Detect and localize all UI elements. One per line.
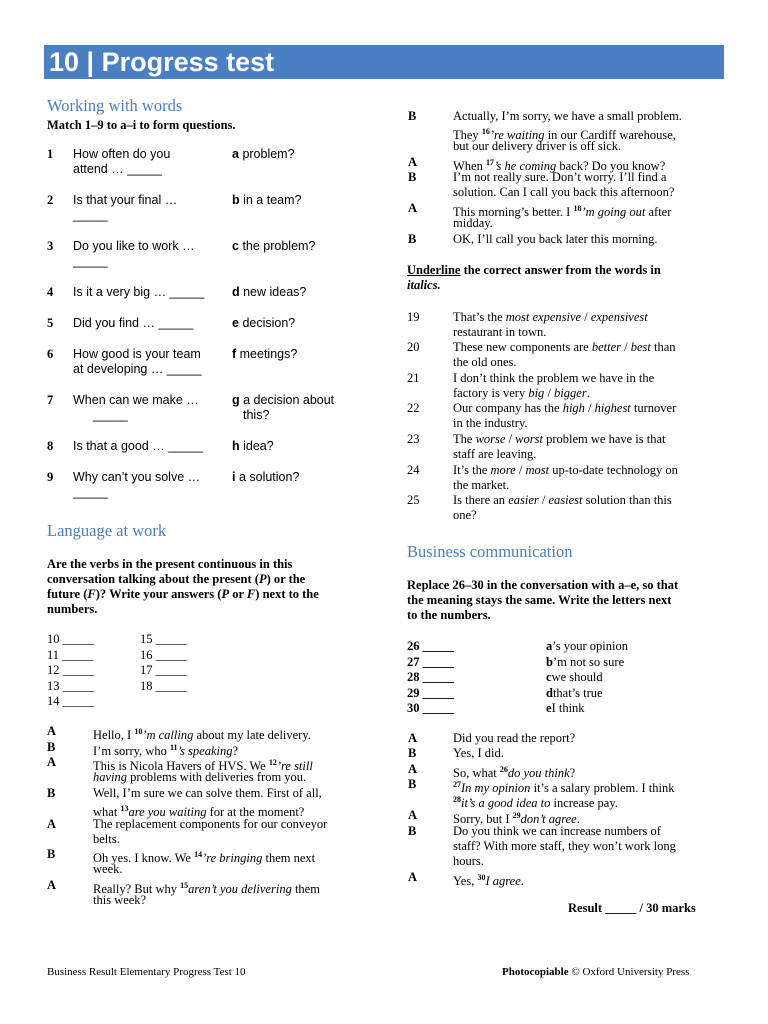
question-start: Is that your final … [73, 193, 178, 207]
option-text: decision? [242, 316, 296, 330]
question-start: How good is your team [73, 347, 201, 361]
text-run: Are the verbs in the present continuous in this [47, 557, 293, 571]
text-run: / [505, 432, 516, 446]
instruction [47, 557, 367, 617]
option-letter: d [546, 685, 553, 700]
gap-number: 30 [477, 873, 486, 882]
text-run: I don’t think the problem we have in the [453, 371, 655, 385]
answer-option [232, 470, 299, 485]
text-run: Is there an [453, 493, 509, 507]
option-letter: h [232, 439, 244, 453]
option-text: we should [551, 670, 603, 684]
option-letter: a [232, 147, 243, 161]
dialogue-line [453, 824, 661, 839]
question-start: Is that a good … _____ [73, 439, 203, 453]
gap-phrase: I agree [485, 874, 521, 889]
text-run: Our company has the [453, 401, 563, 415]
item-number: 3 [47, 239, 54, 253]
sentence [453, 401, 676, 416]
question-start: Why can’t you solve … [73, 470, 201, 484]
option-letter: f [232, 347, 240, 361]
item-number: 4 [47, 285, 54, 299]
dialogue-line [453, 109, 682, 124]
text-run: Sorry, but I [453, 812, 513, 827]
text-run: ( [254, 572, 259, 586]
option-text: ’m not so sure [552, 654, 625, 669]
answer-blank: 17 _____ [140, 663, 187, 677]
text-run: Hello, I [93, 728, 135, 743]
option-text: that’s true [552, 685, 603, 700]
choice: better [591, 340, 622, 354]
sentence [453, 432, 666, 447]
choice: worst [515, 432, 543, 446]
option-text: I think [551, 701, 585, 715]
text-run: conversation talking about the present [47, 572, 255, 586]
gap-number: 18 [573, 204, 582, 213]
speaker: A [408, 870, 418, 884]
text-run: increase pay. [550, 796, 618, 811]
sentence [453, 463, 678, 478]
speaker: A [408, 201, 418, 215]
option-letter: c [232, 239, 243, 253]
gap-number: 16 [481, 127, 490, 136]
speaker: B [408, 232, 417, 246]
gap-number: 14 [194, 850, 203, 859]
option-text: problem? [242, 147, 295, 161]
instruction-line [47, 587, 367, 602]
speaker: B [408, 746, 417, 760]
gap-phrase: ’s speaking [177, 744, 233, 759]
instruction [407, 578, 678, 623]
speaker: A [408, 808, 418, 822]
question-end: attend … _____ [73, 162, 162, 176]
text-run: ) [95, 587, 100, 601]
option-letter: e [232, 316, 243, 330]
section-heading-working-with-words: Working with words [47, 96, 183, 115]
instruction-line: Replace 26–30 in the conversation with a–e, so that [407, 578, 679, 592]
choice: high [562, 401, 585, 415]
answer-blank: 30 _____ [407, 701, 454, 715]
option [546, 686, 603, 701]
text-run: one? [453, 508, 477, 522]
gap-number: 12 [268, 758, 277, 767]
question-start: Do you like to work … [73, 239, 195, 253]
text-run: after [645, 205, 672, 220]
text-run: belts. [93, 832, 120, 846]
gap-phrase: aren’t you delivering [188, 882, 292, 897]
gap-number: 10 [134, 727, 143, 736]
item-number: 6 [47, 347, 54, 361]
section-heading-language-at-work: Language at work [47, 521, 167, 540]
question-end: at developing … _____ [73, 362, 202, 376]
text-run: the market. [453, 478, 510, 492]
result-line: Result _____ / 30 marks [568, 901, 696, 915]
gap-phrase: ’s he coming [493, 159, 557, 174]
dialogue-line [93, 817, 327, 832]
item-number: 2 [47, 193, 54, 207]
text-run: in the industry. [453, 416, 528, 430]
text-run: for at the moment? [206, 805, 305, 820]
answer-option [232, 147, 295, 162]
item-number: 20 [407, 340, 420, 354]
text-run: in our Cardiff warehouse, [544, 128, 676, 143]
answer-option [232, 393, 334, 408]
gap-phrase: ’re waiting [489, 128, 545, 143]
answer-blank: 15 _____ [140, 632, 187, 646]
dialogue-line [93, 832, 120, 847]
text-run: ( [83, 587, 88, 601]
gap-phrase: ’re bringing [202, 851, 263, 866]
speaker: B [47, 786, 56, 800]
option-text: a decision about [243, 393, 335, 407]
option-text: a solution? [238, 470, 300, 484]
answer-blank: 16 _____ [140, 647, 187, 662]
text-run: ( [217, 587, 222, 601]
text-run: about my late delivery. [193, 728, 311, 743]
text-run: staff are leaving. [453, 447, 537, 461]
choice: most expensive [505, 310, 582, 324]
gap-number: 13 [120, 804, 129, 813]
instruction: Match 1–9 to a–i to form questions. [47, 118, 236, 132]
item-number: 21 [407, 371, 420, 385]
item-number: 5 [47, 316, 54, 330]
choice: easier [508, 493, 539, 507]
answer-option [232, 439, 274, 454]
choice: bigger [554, 386, 587, 400]
text-run: / [544, 386, 555, 400]
gap-number: 29 [512, 811, 521, 820]
text-run: The replacement components for our conveyor [93, 817, 328, 831]
speaker: B [47, 740, 56, 754]
gap-number: 15 [180, 881, 189, 890]
text-run: / [581, 310, 591, 324]
text-run: / [584, 401, 595, 415]
text-run: They [453, 128, 482, 143]
text-run: what [93, 805, 121, 820]
text-run: turnover [630, 401, 677, 415]
answer-blank: 18 _____ [140, 678, 187, 693]
text-run: them next [262, 851, 316, 866]
option [546, 655, 624, 670]
answer-option [232, 193, 301, 208]
question-start: Did you find … _____ [73, 316, 194, 330]
choice: easiest [548, 493, 583, 507]
question-end: _____ [73, 208, 108, 222]
sentence [453, 310, 648, 325]
answer-blank: 11 _____ [47, 647, 94, 662]
answer-blank: 28 _____ [407, 670, 454, 684]
option-text: the problem? [242, 239, 316, 253]
text-run: P [258, 572, 267, 586]
speaker: A [408, 155, 418, 169]
text-run: When [453, 159, 486, 174]
page-title: 10 | Progress test [49, 47, 275, 77]
item-number: 1 [47, 147, 54, 161]
choice: big [528, 386, 545, 400]
text-run: I’m not really sure. Don’t worry. I’ll find a [453, 170, 667, 184]
text-run: F [87, 587, 96, 601]
option-text: new ideas? [243, 285, 307, 299]
instruction-line [47, 602, 367, 617]
text-run: problems with deliveries from you. [127, 770, 307, 784]
speaker: A [408, 762, 418, 776]
text-run: solution than this [582, 493, 672, 507]
gap-phrase: ’re still [276, 759, 313, 774]
question-end: _____ [93, 408, 128, 422]
text-run: OK, I’ll call you back later this morning. [453, 232, 658, 246]
speaker: A [47, 755, 57, 769]
option-letter: i [232, 470, 239, 484]
question-start: How often do you [73, 147, 171, 161]
text-run: ? [232, 744, 239, 759]
choice: more [490, 463, 516, 477]
answer-option-cont: this? [243, 408, 270, 422]
text-run: . [586, 386, 590, 400]
answer-blank: 10 _____ [47, 632, 94, 646]
section-heading-business-communication: Business communication [407, 542, 573, 561]
answer-option [232, 285, 306, 300]
option-letter: d [232, 285, 244, 299]
text-run: up-to-date technology on [549, 463, 678, 477]
gap-number: 28 [453, 795, 461, 804]
gap-phrase: it’s a good idea to [461, 796, 551, 811]
text-run: problem we have is that [542, 432, 666, 446]
option-text: idea? [243, 439, 274, 453]
item-number: 23 [407, 432, 420, 446]
text-run: / [621, 340, 631, 354]
text-run: staff? With more staff, they won’t work long [453, 839, 676, 853]
dialogue-line: hours. [453, 854, 484, 868]
text-run: This is Nicola Havers of HVS. We [93, 759, 269, 774]
speaker: B [408, 170, 417, 184]
speaker: B [408, 777, 417, 791]
option-letter: g [232, 393, 244, 407]
answer-blank: 27 _____ [407, 654, 454, 669]
speaker: A [47, 724, 57, 738]
item-number: 24 [407, 463, 420, 477]
text-run: Yes, [453, 874, 478, 889]
sentence [453, 447, 536, 462]
dialogue-line [93, 786, 322, 801]
copyright-text: © Oxford University Press [568, 966, 690, 978]
speaker: A [47, 878, 57, 892]
text-run: F [246, 587, 256, 601]
text-run: Did you read the report? [453, 731, 576, 745]
text-run: future [47, 587, 84, 601]
dialogue-line: but our delivery driver is off sick. [453, 139, 622, 153]
text-run: the old ones. [453, 355, 517, 369]
text-run: The [453, 432, 476, 446]
text-run: These new components are [453, 340, 592, 354]
instruction-line: to the numbers. [407, 608, 491, 622]
option-letter: e [546, 701, 552, 715]
instruction-line [47, 557, 367, 572]
gap-number: 17 [485, 158, 494, 167]
sentence [453, 493, 672, 508]
text-run: the correct answer from the words in [460, 263, 661, 277]
sentence [453, 508, 477, 523]
footer-left: Business Result Elementary Progress Test 10 [47, 966, 246, 978]
instruction-line [47, 572, 367, 587]
text-run: This morning’s better. I [453, 205, 574, 220]
option-letter: b [546, 654, 553, 669]
text-run: Do you think we can increase numbers of [453, 824, 661, 838]
answer-blank: 29 _____ [407, 685, 454, 700]
text-run: It’s the [453, 463, 491, 477]
sentence [453, 371, 654, 386]
gap-phrase: having [93, 770, 128, 784]
speaker: B [408, 824, 417, 838]
item-number: 7 [47, 393, 54, 407]
text-run: Yes, I did. [453, 746, 504, 760]
speaker: A [408, 731, 418, 745]
text-run: ) [266, 572, 271, 586]
answer-option [232, 239, 315, 254]
choice: expensivest [590, 310, 648, 324]
option [546, 670, 603, 685]
sentence [453, 355, 517, 370]
text-run: So, what [453, 766, 500, 781]
option-text: meetings? [239, 347, 298, 361]
text-run: ? [569, 766, 576, 781]
item-number: 8 [47, 439, 54, 453]
dialogue-line [453, 839, 676, 854]
text-run: Actually, I’m sorry, we have a small problem. [453, 109, 682, 123]
choice: worse [475, 432, 506, 446]
sentence [453, 416, 528, 431]
text-run: / [515, 463, 526, 477]
option-text: ’s your opinion [552, 639, 628, 653]
question-end: _____ [73, 485, 108, 499]
item-number: 9 [47, 470, 54, 484]
text-run: Really? But why [93, 882, 181, 897]
gap-phrase: don’t agree [520, 812, 577, 827]
gap-phrase: do you think [507, 766, 570, 781]
choice: highest [594, 401, 631, 415]
answer-blank: 13 _____ [47, 678, 94, 693]
text-run: . [576, 812, 580, 827]
speaker: A [47, 817, 57, 831]
answer-option [232, 347, 297, 362]
gap-phrase: ’m going out [581, 205, 646, 220]
answer-option [232, 316, 295, 331]
gap-phrase: ’m calling [142, 728, 194, 743]
text-run: P [221, 587, 230, 601]
dialogue-line [453, 170, 666, 185]
option-letter: a [546, 639, 553, 653]
dialogue-line [93, 847, 315, 866]
dialogue-line [453, 870, 524, 889]
answer-blank: 26 _____ [407, 639, 454, 653]
option-letter: c [546, 670, 552, 684]
choice: most [525, 463, 550, 477]
dialogue-line [453, 232, 657, 247]
text-run: than [650, 340, 676, 354]
gap-number: 26 [499, 765, 508, 774]
text-run: Well, I’m sure we can solve them. First of all, [93, 786, 322, 800]
footer-right [502, 965, 689, 980]
gap-phrase: In my opinion [461, 781, 531, 796]
dialogue-line [453, 216, 493, 231]
sentence [453, 478, 509, 493]
instruction [407, 263, 661, 278]
gap-number: 11 [169, 743, 178, 752]
sentence [453, 325, 546, 340]
instruction-line: the meaning stays the same. Write the letters next [407, 593, 672, 607]
title-banner [44, 45, 724, 79]
photocopiable-label: Photocopiable [502, 966, 569, 978]
text-run: ) [255, 587, 260, 601]
gap-phrase: are you waiting [128, 805, 207, 820]
text-run: week. [93, 862, 123, 876]
sentence [453, 386, 590, 401]
text-run: That’s the [453, 310, 506, 324]
text-run: factory is very [453, 386, 529, 400]
gap-number: 27 [453, 780, 461, 789]
text-run: ? Write your answers [99, 587, 218, 601]
text-run: numbers. [47, 602, 98, 616]
answer-blank: 12 _____ [47, 663, 94, 677]
text-run: . [520, 874, 524, 889]
text-run: them [291, 882, 320, 897]
text-run: it’s a salary problem. I think [530, 781, 675, 796]
text-run: Oh yes. I know. We [93, 851, 195, 866]
text-run: next to the [259, 587, 319, 601]
text-run: or the [270, 572, 306, 586]
text-run: I’m sorry, who [93, 744, 170, 759]
text-run: / [538, 493, 549, 507]
text-run: midday. [453, 216, 493, 230]
underline-word: Underline [407, 263, 461, 277]
question-start: Is it a very big … _____ [73, 285, 205, 299]
item-number: 19 [407, 310, 420, 324]
dialogue-line [453, 746, 504, 761]
instruction: italics. [407, 278, 441, 292]
option-letter: b [232, 193, 244, 207]
option [546, 639, 628, 654]
item-number: 25 [407, 493, 420, 507]
question-end: _____ [73, 254, 108, 268]
sentence [453, 340, 676, 355]
option [546, 701, 585, 716]
dialogue-line [453, 731, 575, 746]
speaker: B [408, 109, 417, 123]
text-run: or [229, 587, 247, 601]
dialogue-line [93, 893, 146, 908]
choice: best [630, 340, 651, 354]
text-run: restaurant in town. [453, 325, 547, 339]
dialogue-line [93, 862, 123, 877]
item-number: 22 [407, 401, 420, 415]
speaker: B [47, 847, 56, 861]
dialogue-line [93, 770, 306, 785]
question-start: When can we make … [73, 393, 199, 407]
text-run: this week? [93, 893, 147, 907]
text-run: back? Do you know? [556, 159, 666, 174]
dialogue-line: solution. Can I call you back this afternoon? [453, 185, 675, 199]
option-text: in a team? [243, 193, 302, 207]
answer-blank: 14 _____ [47, 694, 94, 708]
